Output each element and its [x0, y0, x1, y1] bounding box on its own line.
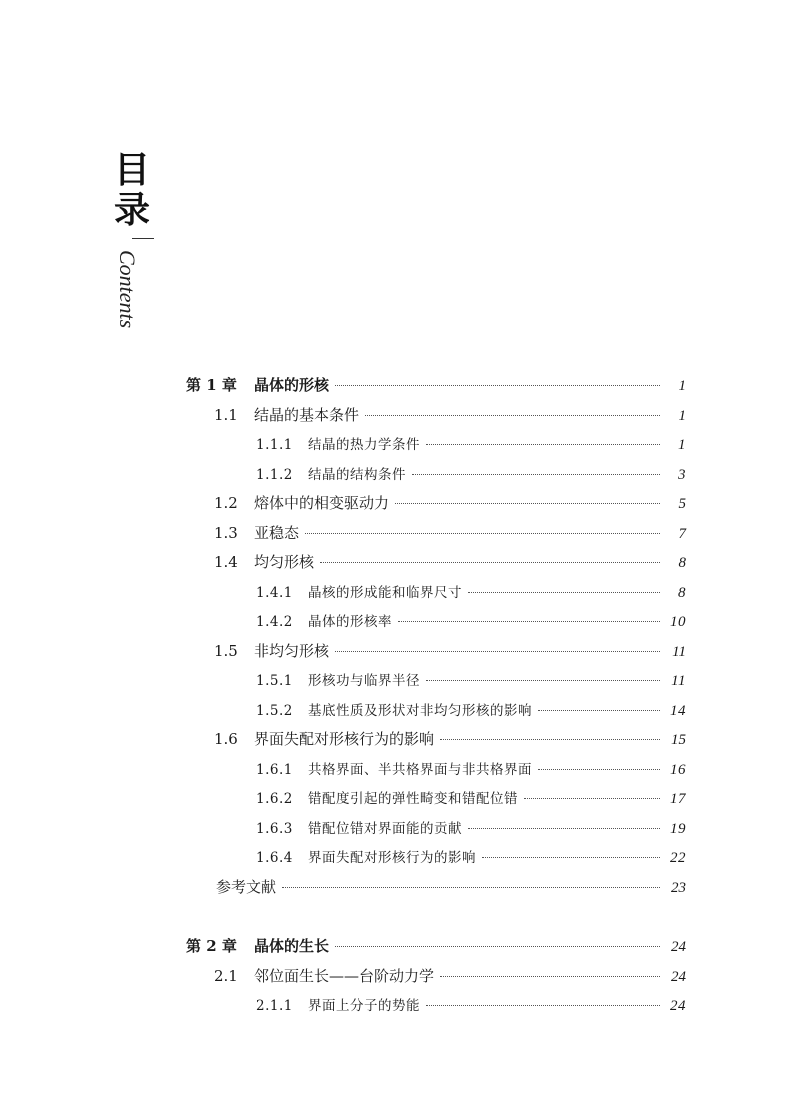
- toc-entry-page: 11: [672, 643, 686, 660]
- dot-leader: [426, 1005, 660, 1006]
- toc-entry-page: 17: [670, 791, 686, 807]
- dot-leader: [335, 651, 660, 652]
- toc-entry-number: 1.4.2: [256, 614, 293, 630]
- toc-entry-page: 3: [678, 466, 686, 483]
- toc-entry-number: 第 1 章: [186, 376, 237, 394]
- toc-entry[interactable]: [186, 876, 686, 906]
- toc-heading: [112, 149, 152, 329]
- dot-leader: [426, 680, 660, 681]
- toc-entry-title: 结晶的基本条件: [254, 405, 360, 424]
- toc-entry-number: 1.5.2: [256, 702, 293, 719]
- heading-divider: [132, 238, 154, 239]
- toc-entry-number: 1.5: [214, 641, 238, 660]
- toc-entry-title: 亚稳态: [254, 523, 300, 542]
- toc-entry-page: 15: [671, 732, 686, 748]
- toc-entry[interactable]: [186, 492, 686, 522]
- toc-entry[interactable]: [186, 522, 686, 552]
- dot-leader: [398, 621, 660, 622]
- toc-entry[interactable]: [186, 463, 686, 493]
- toc-entry-title: 共格界面、半共格界面与非共格界面: [308, 761, 532, 778]
- dot-leader: [524, 798, 660, 799]
- toc-entry[interactable]: [186, 433, 686, 463]
- dot-leader: [440, 739, 660, 740]
- toc-entry-title: 参考文献: [216, 877, 277, 896]
- toc-entry-page: 1: [678, 378, 686, 394]
- toc-entry[interactable]: [186, 669, 686, 699]
- toc-entry-title: 界面失配对形核行为的影响: [308, 850, 476, 866]
- toc-entry-number: 1.6.3: [256, 820, 293, 837]
- dot-leader: [468, 828, 660, 829]
- dot-leader: [468, 592, 660, 593]
- chapter-gap: [186, 905, 686, 935]
- toc-entry-number: 1.1.1: [256, 437, 293, 453]
- toc-entry-page: 1: [678, 407, 686, 424]
- toc-entry-page: 19: [670, 820, 686, 837]
- toc-entry-number: 1.1: [214, 405, 238, 424]
- toc-entry-page: 10: [670, 614, 686, 630]
- toc-entry-title: 晶体的生长: [254, 937, 330, 955]
- dot-leader: [482, 857, 660, 858]
- toc-entry[interactable]: [186, 965, 686, 995]
- toc-entry-page: 1: [678, 437, 686, 453]
- toc-entry-page: 16: [670, 761, 686, 778]
- toc-entry[interactable]: [186, 935, 686, 965]
- dot-leader: [335, 385, 660, 386]
- toc-entry[interactable]: [186, 699, 686, 729]
- dot-leader: [365, 415, 660, 416]
- toc-entry[interactable]: [186, 404, 686, 434]
- toc-entry[interactable]: [186, 610, 686, 640]
- dot-leader: [538, 710, 660, 711]
- toc-entry-page: 11: [671, 673, 686, 689]
- toc-entry-title: 错配度引起的弹性畸变和错配位错: [308, 791, 518, 807]
- dot-leader: [440, 976, 660, 977]
- heading-char-1: 目: [113, 149, 150, 191]
- heading-subtitle: Contents: [115, 250, 140, 329]
- dot-leader: [305, 533, 660, 534]
- toc-entry-title: 邻位面生长——台阶动力学: [254, 966, 435, 985]
- toc-entry-title: 错配位错对界面能的贡献: [308, 820, 462, 837]
- toc-entry-number: 1.4: [214, 553, 238, 571]
- toc-entry[interactable]: [186, 728, 686, 758]
- toc-entry-number: 第 2 章: [186, 937, 237, 955]
- toc-entry-title: 结晶的热力学条件: [308, 437, 420, 453]
- dot-leader: [320, 562, 660, 563]
- heading-char-2: 录: [113, 189, 150, 231]
- toc-entry-number: 1.6.4: [256, 850, 293, 866]
- dot-leader: [412, 474, 660, 475]
- toc-entry-title: 结晶的结构条件: [308, 466, 406, 483]
- toc-entry-page: 7: [678, 525, 686, 542]
- toc-entry[interactable]: [186, 787, 686, 817]
- table-of-contents: [186, 374, 686, 1024]
- toc-entry-title: 界面失配对形核行为的影响: [254, 730, 435, 748]
- toc-entry-page: 24: [671, 939, 686, 955]
- toc-entry-page: 8: [678, 555, 686, 571]
- toc-entry-number: 1.4.1: [256, 584, 293, 601]
- toc-entry-title: 晶核的形成能和临界尺寸: [308, 584, 462, 601]
- toc-entry-title: 晶体的形核率: [308, 614, 392, 630]
- toc-entry[interactable]: [186, 581, 686, 611]
- dot-leader: [395, 503, 660, 504]
- toc-entry[interactable]: [186, 817, 686, 847]
- toc-entry-number: 2.1: [214, 966, 238, 985]
- toc-entry-page: 23: [671, 879, 686, 896]
- toc-entry-page: 22: [670, 850, 686, 866]
- toc-entry-title: 熔体中的相变驱动力: [254, 494, 390, 512]
- toc-entry-title: 形核功与临界半径: [308, 673, 420, 689]
- toc-entry-number: 1.3: [214, 523, 238, 542]
- toc-entry-title: 界面上分子的势能: [308, 998, 420, 1014]
- dot-leader: [282, 887, 660, 888]
- toc-entry[interactable]: [186, 758, 686, 788]
- dot-leader: [538, 769, 660, 770]
- dot-leader: [335, 946, 660, 947]
- dot-leader: [426, 444, 660, 445]
- toc-entry-page: 24: [671, 968, 686, 985]
- toc-entry-number: 1.5.1: [256, 673, 293, 689]
- toc-entry-number: 1.6: [214, 730, 238, 748]
- toc-entry-page: 24: [670, 998, 686, 1014]
- toc-entry-title: 晶体的形核: [254, 376, 330, 394]
- toc-entry[interactable]: [186, 994, 686, 1024]
- toc-entry-number: 1.1.2: [256, 466, 293, 483]
- toc-entry-number: 1.2: [214, 494, 238, 512]
- toc-entry-number: 2.1.1: [256, 998, 293, 1014]
- toc-entry[interactable]: [186, 374, 686, 404]
- toc-entry-title: 非均匀形核: [254, 641, 330, 660]
- toc-entry[interactable]: [186, 846, 686, 876]
- toc-entry[interactable]: [186, 640, 686, 670]
- toc-entry-page: 14: [670, 702, 686, 719]
- toc-entry[interactable]: [186, 551, 686, 581]
- toc-entry-page: 5: [678, 496, 686, 512]
- toc-entry-page: 8: [678, 584, 686, 601]
- toc-entry-title: 基底性质及形状对非均匀形核的影响: [308, 702, 532, 719]
- toc-entry-number: 1.6.1: [256, 761, 293, 778]
- toc-entry-number: 1.6.2: [256, 791, 293, 807]
- toc-entry-title: 均匀形核: [254, 553, 315, 571]
